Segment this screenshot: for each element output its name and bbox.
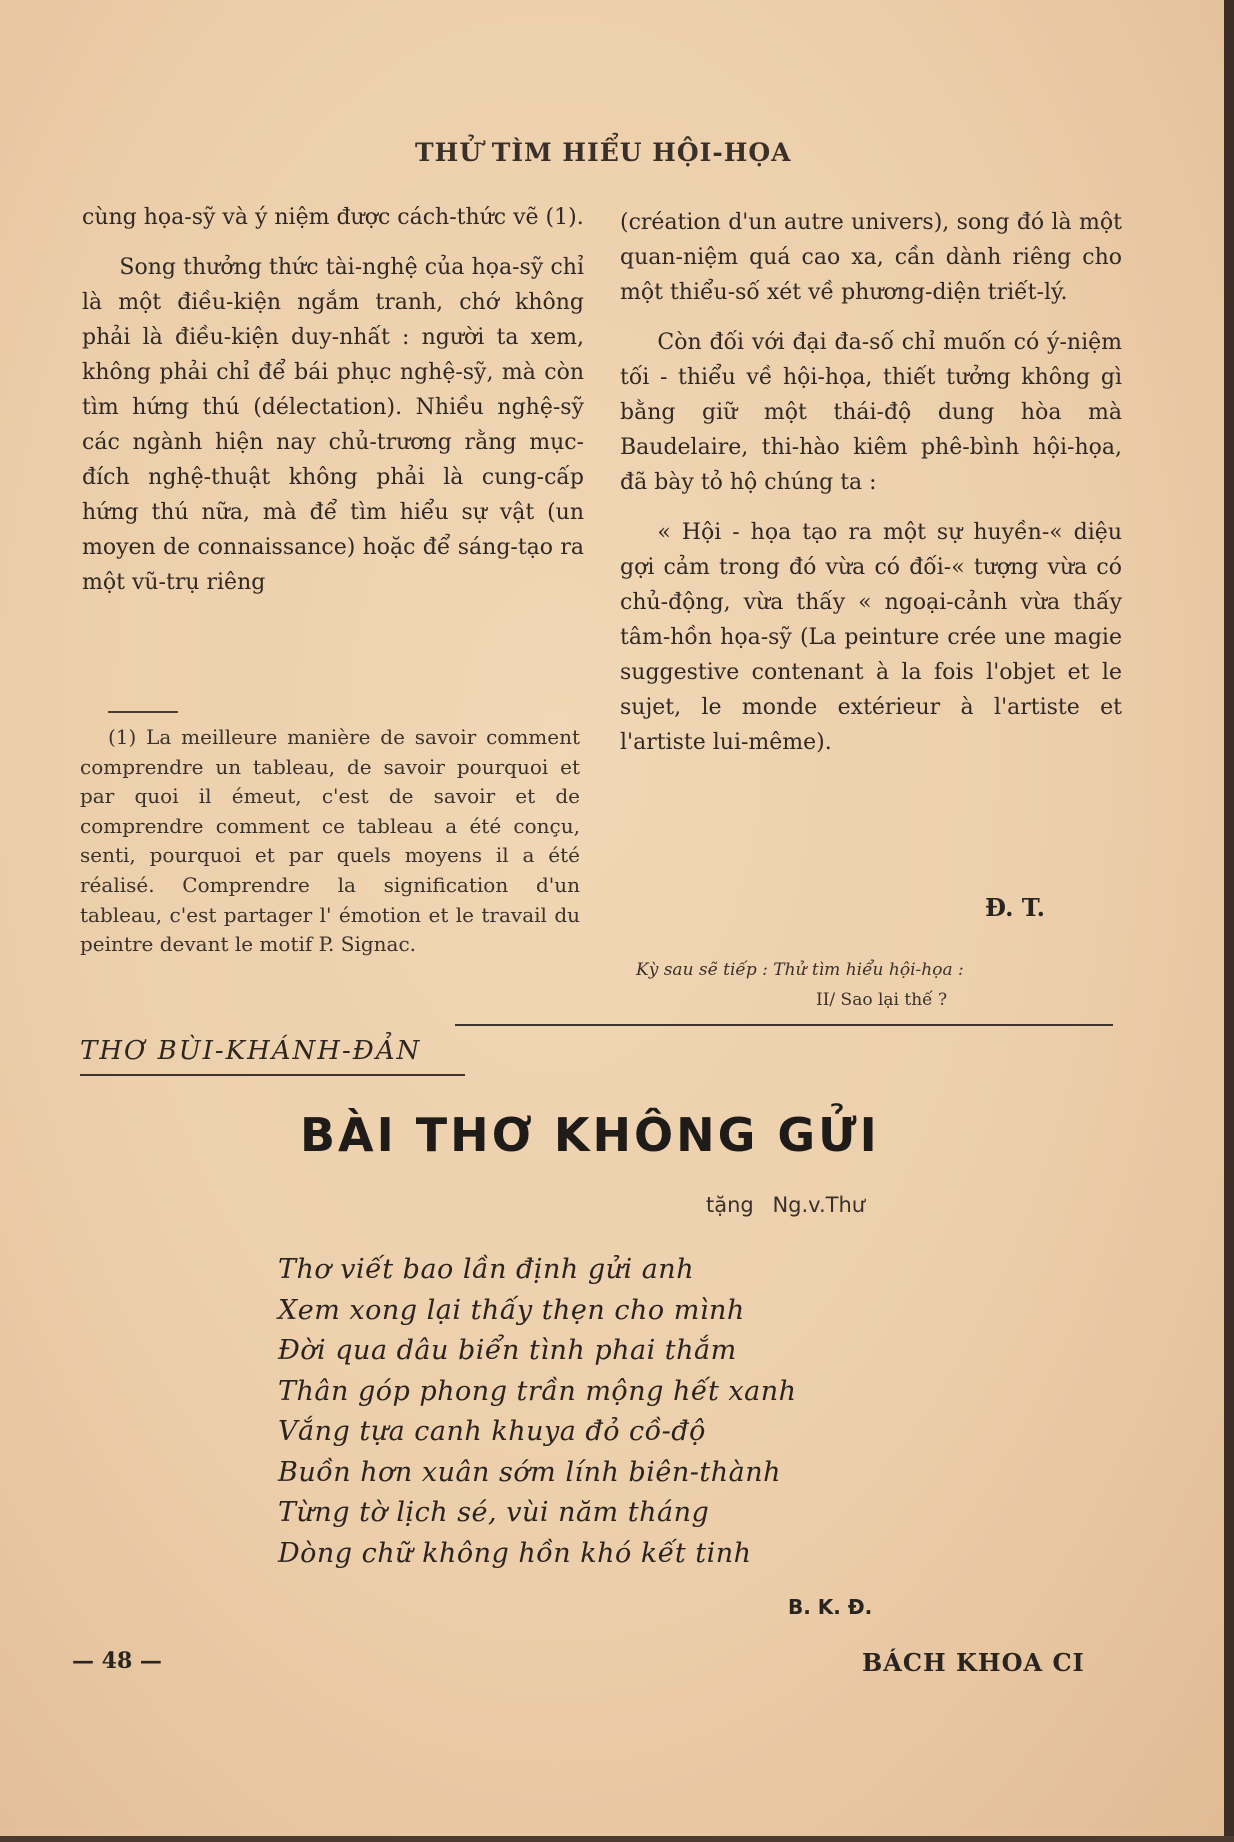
left-column (82, 200, 584, 615)
article-signoff: Đ. T. (985, 893, 1045, 922)
poet-byline: THƠ BÙI-KHÁNH-ĐẢN (80, 1036, 422, 1066)
poem-line: Đời qua dâu biển tình phai thắm (278, 1335, 737, 1366)
page-edge (0, 1836, 1234, 1842)
next-issue-lead: Kỳ sau sẽ tiếp : (636, 960, 768, 980)
right-paragraph-quote: « Hội - họa tạo ra một sự huyền-« diệu gợi cảm trong đó vừa có đối-« tượng vừa có chủ-động, vừa thấy « ngoại-cảnh vừa thấy tâm-hồn họa-sỹ (La peinture crée une magie suggestive contenant à la fois l'objet et le sujet, le monde extérieur à l'artiste et l'artiste lui-même). (620, 520, 1122, 755)
left-paragraph: cùng họa-sỹ và ý niệm được cách-thức vẽ (1). (82, 205, 584, 230)
next-issue-line1: Thử tìm hiểu hội-họa : (773, 960, 964, 980)
running-head: THỬ TÌM HIỂU HỘI-HỌA (415, 138, 792, 167)
right-column (620, 205, 1122, 775)
poem-line: Vắng tựa canh khuya đỏ cồ-độ (278, 1416, 706, 1447)
poem-line: Dòng chữ không hồn khó kết tinh (278, 1537, 752, 1569)
footnote-text: (1) La meilleure manière de savoir comment comprendre un tableau, de savoir pourquoi et par quoi il émeut, c'est de savoir et de comprendre comment ce tableau a été conçu, senti, pourquoi et par quels moyens il a été réalisé. Comprendre la signification d'un tableau, c'est partager l' émotion et le travail du peintre devant le motif P. Signac. (80, 725, 580, 957)
poem-line: Từng tờ lịch sé, vùi năm tháng (278, 1497, 710, 1528)
poem-title: BÀI THƠ KHÔNG GỬI (300, 1108, 880, 1162)
right-paragraph: (création d'un autre univers), song đó là một quan-niệm quá cao xa, cần dành riêng cho một thiểu-số xét về phương-diện triết-lý. (620, 210, 1122, 305)
poem-line: Xem xong lại thấy thẹn cho mình (278, 1294, 745, 1326)
poem-dedication (706, 1193, 865, 1217)
poem-body (278, 1250, 878, 1574)
poem-line: Buồn hơn xuân sớm lính biên-thành (278, 1456, 781, 1488)
dedication-label: tặng (706, 1193, 754, 1217)
dedication-recipient: Ng.v.Thư (772, 1193, 866, 1217)
footnote (80, 711, 580, 960)
page-edge (1224, 0, 1234, 1842)
next-issue-line2: II/ Sao lại thế ? (816, 990, 948, 1010)
footnote-rule (108, 711, 178, 713)
right-paragraph: Còn đối với đại đa-số chỉ muốn có ý-niệm tối - thiểu về hội-họa, thiết tưởng không gì bằng giữ một thái-độ dung hòa mà Baudelaire, thi-hào kiêm phê-bình hội-họa, đã bày tỏ hộ chúng ta : (620, 330, 1122, 495)
section-divider (455, 1024, 1113, 1026)
byline-underline (80, 1074, 465, 1076)
left-paragraph: Song thưởng thức tài-nghệ của họa-sỹ chỉ là một điều-kiện ngắm tranh, chớ không phải là điều-kiện duy-nhất : người ta xem, không phải chỉ để bái phục nghệ-sỹ, mà còn tìm hứng thú (délectation). Nhiều nghệ-sỹ các ngành hiện nay chủ-trương rằng mục-đích nghệ-thuật không phải là cung-cấp hứng thú nữa, mà để tìm hiểu sự vật (un moyen de connaissance) hoặc để sáng-tạo ra một vũ-trụ riêng (82, 255, 584, 595)
poem-line: Thân góp phong trần mộng hết xanh (278, 1375, 797, 1407)
page-number: — 48 — (72, 1648, 162, 1674)
poem-signature: B. K. Đ. (788, 1595, 873, 1619)
poem-line: Thơ viết bao lần định gửi anh (278, 1254, 695, 1285)
magazine-footer: BÁCH KHOA CI (862, 1648, 1085, 1677)
next-issue-note (636, 955, 1116, 1015)
